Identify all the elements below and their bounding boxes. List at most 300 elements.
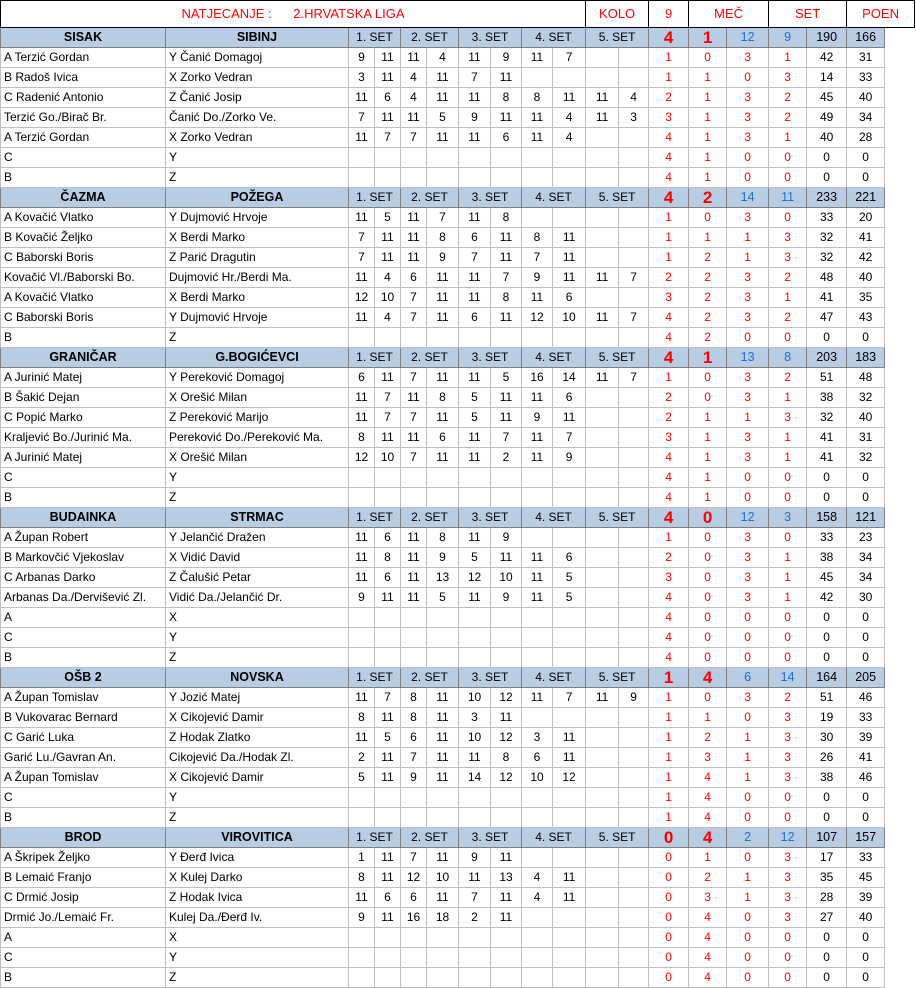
set-score: 11 <box>491 388 522 408</box>
set-score <box>586 388 619 408</box>
row-set-home: 3 <box>727 108 769 128</box>
away-player: Z <box>166 808 349 828</box>
set-score: 9 <box>491 48 522 68</box>
set-score: 11 <box>459 448 491 468</box>
set-score: 12 <box>522 308 553 328</box>
set-score <box>586 848 619 868</box>
row-points-home: 0 <box>807 968 847 988</box>
set-score <box>586 48 619 68</box>
row-set-home: 3 <box>727 568 769 588</box>
points-total-away: 166 <box>847 28 885 48</box>
row-points-home: 0 <box>807 168 847 188</box>
set-score: 12 <box>459 568 491 588</box>
row-match-away: 4 <box>689 908 727 928</box>
row-match-away: 0 <box>689 608 727 628</box>
set-score <box>459 608 491 628</box>
set-total-home: 12 <box>727 28 769 48</box>
row-points-away: 20 <box>847 208 885 228</box>
set-score <box>586 208 619 228</box>
home-player: C <box>1 148 166 168</box>
home-player: Kovačić Vl./Baborski Bo. <box>1 268 166 288</box>
set-score: 7 <box>401 408 427 428</box>
row-set-home: 0 <box>727 628 769 648</box>
set-score <box>375 488 401 508</box>
set-score: 10 <box>375 448 401 468</box>
set-score <box>349 468 375 488</box>
home-player: C Arbanas Darko <box>1 568 166 588</box>
row-set-away: 2 <box>769 268 807 288</box>
away-player: Z Hodak Zlatko <box>166 728 349 748</box>
set-score <box>491 808 522 828</box>
set-column-label: 4. SET <box>522 28 586 48</box>
match-total-away: 4 <box>689 668 727 688</box>
row-set-home: 0 <box>727 908 769 928</box>
table-row <box>1 68 915 88</box>
row-set-home: 3 <box>727 268 769 288</box>
set-score <box>459 148 491 168</box>
set-column-label: 1. SET <box>349 188 401 208</box>
row-points-away: 40 <box>847 408 885 428</box>
table-row <box>1 868 915 888</box>
home-team-name: SISAK <box>1 28 166 48</box>
row-match-away: 4 <box>689 788 727 808</box>
set-score: 11 <box>375 908 401 928</box>
row-points-away: 31 <box>847 428 885 448</box>
home-player: Arbanas Da./Dervišević Zl. <box>1 588 166 608</box>
row-match-away: 1 <box>689 428 727 448</box>
home-player: A Župan Robert <box>1 528 166 548</box>
set-score <box>619 868 649 888</box>
table-row <box>1 48 915 68</box>
row-match-away: 2 <box>689 728 727 748</box>
set-score <box>619 948 649 968</box>
row-points-home: 51 <box>807 368 847 388</box>
home-player: B Radoš Ivica <box>1 68 166 88</box>
table-row <box>1 688 915 708</box>
set-score <box>427 928 459 948</box>
set-score <box>553 468 586 488</box>
row-points-away: 33 <box>847 68 885 88</box>
row-set-home: 3 <box>727 368 769 388</box>
row-points-away: 39 <box>847 888 885 908</box>
row-points-home: 51 <box>807 688 847 708</box>
points-total-home: 190 <box>807 28 847 48</box>
set-score <box>522 628 553 648</box>
row-points-home: 17 <box>807 848 847 868</box>
set-score: 7 <box>553 48 586 68</box>
away-team-name: VIROVITICA <box>166 828 349 848</box>
set-score: 6 <box>349 368 375 388</box>
set-score: 6 <box>401 268 427 288</box>
set-column-label: 1. SET <box>349 28 401 48</box>
set-score: 11 <box>427 848 459 868</box>
set-score <box>619 248 649 268</box>
table-row <box>1 148 915 168</box>
match-total-away: 1 <box>689 348 727 368</box>
set-score: 8 <box>491 748 522 768</box>
set-score <box>619 148 649 168</box>
row-points-away: 0 <box>847 168 885 188</box>
set-score <box>619 728 649 748</box>
row-match-away: 0 <box>689 208 727 228</box>
set-score: 11 <box>349 548 375 568</box>
set-score <box>553 628 586 648</box>
home-player: A Jurinić Matej <box>1 368 166 388</box>
set-score <box>427 328 459 348</box>
row-match-away: 1 <box>689 168 727 188</box>
row-points-away: 34 <box>847 108 885 128</box>
home-player: A Kovačić Vlatko <box>1 288 166 308</box>
row-match-away: 2 <box>689 328 727 348</box>
set-score: 11 <box>349 268 375 288</box>
set-score: 11 <box>349 388 375 408</box>
row-match-away: 4 <box>689 768 727 788</box>
set-header: SET <box>769 1 847 28</box>
set-score: 11 <box>522 428 553 448</box>
row-match-home: 1 <box>649 248 689 268</box>
away-player: Y Čanić Domagoj <box>166 48 349 68</box>
set-score <box>522 608 553 628</box>
set-score <box>427 468 459 488</box>
row-points-home: 0 <box>807 928 847 948</box>
set-score: 6 <box>459 228 491 248</box>
table-row <box>1 428 915 448</box>
set-score: 6 <box>491 128 522 148</box>
row-set-home: 0 <box>727 708 769 728</box>
set-score <box>586 748 619 768</box>
row-points-away: 48 <box>847 368 885 388</box>
set-score <box>619 528 649 548</box>
set-score <box>522 908 553 928</box>
set-score <box>553 788 586 808</box>
row-match-home: 3 <box>649 428 689 448</box>
set-score <box>553 808 586 828</box>
set-score <box>459 328 491 348</box>
set-total-away: 9 <box>769 28 807 48</box>
set-score <box>619 808 649 828</box>
row-set-home: 3 <box>727 308 769 328</box>
set-score <box>401 928 427 948</box>
set-score <box>459 468 491 488</box>
set-score <box>491 928 522 948</box>
row-match-home: 4 <box>649 588 689 608</box>
set-score <box>401 948 427 968</box>
row-set-away: 2 <box>769 368 807 388</box>
set-score <box>427 648 459 668</box>
set-score: 11 <box>427 368 459 388</box>
set-score <box>619 48 649 68</box>
row-set-home: 3 <box>727 128 769 148</box>
set-score <box>459 488 491 508</box>
set-score: 11 <box>459 368 491 388</box>
away-player: Y <box>166 948 349 968</box>
set-column-label: 1. SET <box>349 828 401 848</box>
set-score: 11 <box>522 448 553 468</box>
home-player: Garić Lu./Gavran An. <box>1 748 166 768</box>
row-match-home: 4 <box>649 628 689 648</box>
set-column-label: 4. SET <box>522 668 586 688</box>
home-team-name: ČAZMA <box>1 188 166 208</box>
points-total-home: 203 <box>807 348 847 368</box>
set-score <box>522 648 553 668</box>
set-score <box>619 328 649 348</box>
set-score <box>459 168 491 188</box>
set-score <box>522 708 553 728</box>
set-score: 8 <box>522 88 553 108</box>
set-score: 4 <box>401 68 427 88</box>
row-points-away: 32 <box>847 388 885 408</box>
set-score <box>586 288 619 308</box>
set-score: 12 <box>553 768 586 788</box>
set-column-label: 3. SET <box>459 668 522 688</box>
away-player: Y <box>166 148 349 168</box>
set-score <box>586 868 619 888</box>
away-player: Y Dujmović Hrvoje <box>166 208 349 228</box>
row-points-home: 41 <box>807 428 847 448</box>
set-score <box>459 968 491 988</box>
set-score: 11 <box>522 568 553 588</box>
row-set-away: 3 <box>769 888 807 908</box>
set-score: 7 <box>459 248 491 268</box>
set-score: 11 <box>586 268 619 288</box>
home-player: C <box>1 948 166 968</box>
set-score: 11 <box>375 228 401 248</box>
row-match-home: 0 <box>649 908 689 928</box>
away-team-name: POŽEGA <box>166 188 349 208</box>
table-row <box>1 708 915 728</box>
table-row <box>1 288 915 308</box>
row-match-away: 1 <box>689 468 727 488</box>
row-points-away: 31 <box>847 48 885 68</box>
table-row <box>1 608 915 628</box>
set-score: 7 <box>401 448 427 468</box>
set-score: 8 <box>375 548 401 568</box>
set-score: 11 <box>401 588 427 608</box>
row-points-away: 40 <box>847 268 885 288</box>
set-score: 11 <box>459 748 491 768</box>
row-points-home: 38 <box>807 388 847 408</box>
row-set-home: 0 <box>727 148 769 168</box>
set-score: 7 <box>401 368 427 388</box>
row-match-home: 0 <box>649 968 689 988</box>
set-score <box>401 468 427 488</box>
row-points-away: 0 <box>847 948 885 968</box>
set-score: 3 <box>459 708 491 728</box>
row-set-away: 0 <box>769 808 807 828</box>
row-points-home: 47 <box>807 308 847 328</box>
row-set-away: 0 <box>769 648 807 668</box>
row-set-away: 3 <box>769 768 807 788</box>
row-match-home: 1 <box>649 208 689 228</box>
set-score <box>522 468 553 488</box>
set-score <box>619 888 649 908</box>
set-score <box>586 468 619 488</box>
set-score <box>349 608 375 628</box>
home-player: A Jurinić Matej <box>1 448 166 468</box>
set-score: 11 <box>401 528 427 548</box>
set-score: 4 <box>522 888 553 908</box>
row-match-home: 1 <box>649 368 689 388</box>
away-player: Z Pereković Marijo <box>166 408 349 428</box>
set-score <box>349 648 375 668</box>
row-points-home: 0 <box>807 488 847 508</box>
set-score <box>586 128 619 148</box>
row-match-home: 0 <box>649 928 689 948</box>
row-match-home: 0 <box>649 948 689 968</box>
set-score: 12 <box>491 688 522 708</box>
row-match-away: 0 <box>689 368 727 388</box>
row-match-away: 1 <box>689 408 727 428</box>
set-score <box>459 928 491 948</box>
row-match-home: 4 <box>649 608 689 628</box>
set-column-label: 2. SET <box>401 828 459 848</box>
row-points-home: 41 <box>807 448 847 468</box>
set-score <box>375 808 401 828</box>
away-player: Z <box>166 968 349 988</box>
set-score <box>459 788 491 808</box>
set-score <box>553 488 586 508</box>
set-score: 2 <box>349 748 375 768</box>
set-score: 11 <box>553 268 586 288</box>
row-set-home: 1 <box>727 728 769 748</box>
row-points-away: 40 <box>847 88 885 108</box>
row-match-away: 0 <box>689 628 727 648</box>
row-points-away: 46 <box>847 688 885 708</box>
home-player: B <box>1 328 166 348</box>
row-points-home: 0 <box>807 788 847 808</box>
row-points-away: 0 <box>847 968 885 988</box>
set-score: 7 <box>401 288 427 308</box>
set-score <box>619 448 649 468</box>
set-score: 7 <box>459 68 491 88</box>
set-score <box>586 768 619 788</box>
row-set-home: 1 <box>727 408 769 428</box>
match-header-row <box>1 828 915 848</box>
row-set-away: 1 <box>769 568 807 588</box>
row-set-away: 1 <box>769 428 807 448</box>
row-match-away: 0 <box>689 388 727 408</box>
set-score: 9 <box>349 48 375 68</box>
home-player: C Radenić Antonio <box>1 88 166 108</box>
home-player: B <box>1 168 166 188</box>
set-score: 7 <box>349 108 375 128</box>
row-match-home: 4 <box>649 448 689 468</box>
set-column-label: 3. SET <box>459 348 522 368</box>
row-points-away: 0 <box>847 328 885 348</box>
set-score: 11 <box>522 548 553 568</box>
table-row <box>1 208 915 228</box>
table-row <box>1 268 915 288</box>
set-score: 11 <box>401 568 427 588</box>
set-score: 11 <box>375 428 401 448</box>
set-score <box>553 908 586 928</box>
row-match-home: 1 <box>649 708 689 728</box>
set-score <box>553 848 586 868</box>
row-points-home: 38 <box>807 768 847 788</box>
row-points-away: 42 <box>847 248 885 268</box>
set-score: 11 <box>491 548 522 568</box>
set-score <box>522 808 553 828</box>
set-score: 11 <box>349 688 375 708</box>
row-set-home: 0 <box>727 928 769 948</box>
match-total-home: 4 <box>649 348 689 368</box>
row-points-home: 0 <box>807 148 847 168</box>
set-score: 8 <box>522 228 553 248</box>
set-score: 5 <box>459 548 491 568</box>
set-score <box>375 968 401 988</box>
set-score <box>427 168 459 188</box>
set-score <box>586 968 619 988</box>
row-match-home: 4 <box>649 308 689 328</box>
row-match-away: 0 <box>689 688 727 708</box>
set-score: 8 <box>427 388 459 408</box>
set-score <box>427 488 459 508</box>
set-score: 11 <box>553 228 586 248</box>
set-score: 11 <box>401 388 427 408</box>
set-score: 6 <box>375 568 401 588</box>
set-score: 11 <box>427 448 459 468</box>
row-match-away: 2 <box>689 248 727 268</box>
row-points-away: 33 <box>847 708 885 728</box>
row-points-home: 19 <box>807 708 847 728</box>
set-column-label: 5. SET <box>586 828 649 848</box>
table-row <box>1 788 915 808</box>
row-match-home: 3 <box>649 108 689 128</box>
row-points-home: 30 <box>807 728 847 748</box>
set-score <box>375 628 401 648</box>
set-score: 11 <box>553 868 586 888</box>
competition-name: 2.HRVATSKA LIGA <box>293 6 405 21</box>
home-player: A <box>1 928 166 948</box>
set-score <box>349 168 375 188</box>
away-team-name: NOVSKA <box>166 668 349 688</box>
set-score <box>522 528 553 548</box>
row-points-away: 30 <box>847 588 885 608</box>
match-header-row <box>1 28 915 48</box>
set-score: 7 <box>491 268 522 288</box>
set-score: 5 <box>375 208 401 228</box>
set-score <box>375 168 401 188</box>
row-points-home: 45 <box>807 568 847 588</box>
home-player: C <box>1 468 166 488</box>
row-match-home: 1 <box>649 728 689 748</box>
set-score: 10 <box>427 868 459 888</box>
set-score <box>491 788 522 808</box>
set-score: 11 <box>522 108 553 128</box>
table-row <box>1 448 915 468</box>
set-score: 12 <box>491 728 522 748</box>
row-points-away: 0 <box>847 808 885 828</box>
set-score <box>553 328 586 348</box>
row-points-away: 41 <box>847 228 885 248</box>
home-player: B Markovčić Vjekoslav <box>1 548 166 568</box>
set-score: 7 <box>375 688 401 708</box>
set-score <box>586 548 619 568</box>
home-player: Kraljević Bo./Jurinić Ma. <box>1 428 166 448</box>
set-score: 10 <box>459 728 491 748</box>
row-points-home: 0 <box>807 468 847 488</box>
set-score <box>619 588 649 608</box>
row-match-home: 1 <box>649 788 689 808</box>
row-points-home: 26 <box>807 748 847 768</box>
set-score <box>375 608 401 628</box>
set-score: 6 <box>553 288 586 308</box>
away-player: Z <box>166 488 349 508</box>
set-score <box>427 948 459 968</box>
set-score <box>349 628 375 648</box>
table-row <box>1 728 915 748</box>
points-total-away: 157 <box>847 828 885 848</box>
